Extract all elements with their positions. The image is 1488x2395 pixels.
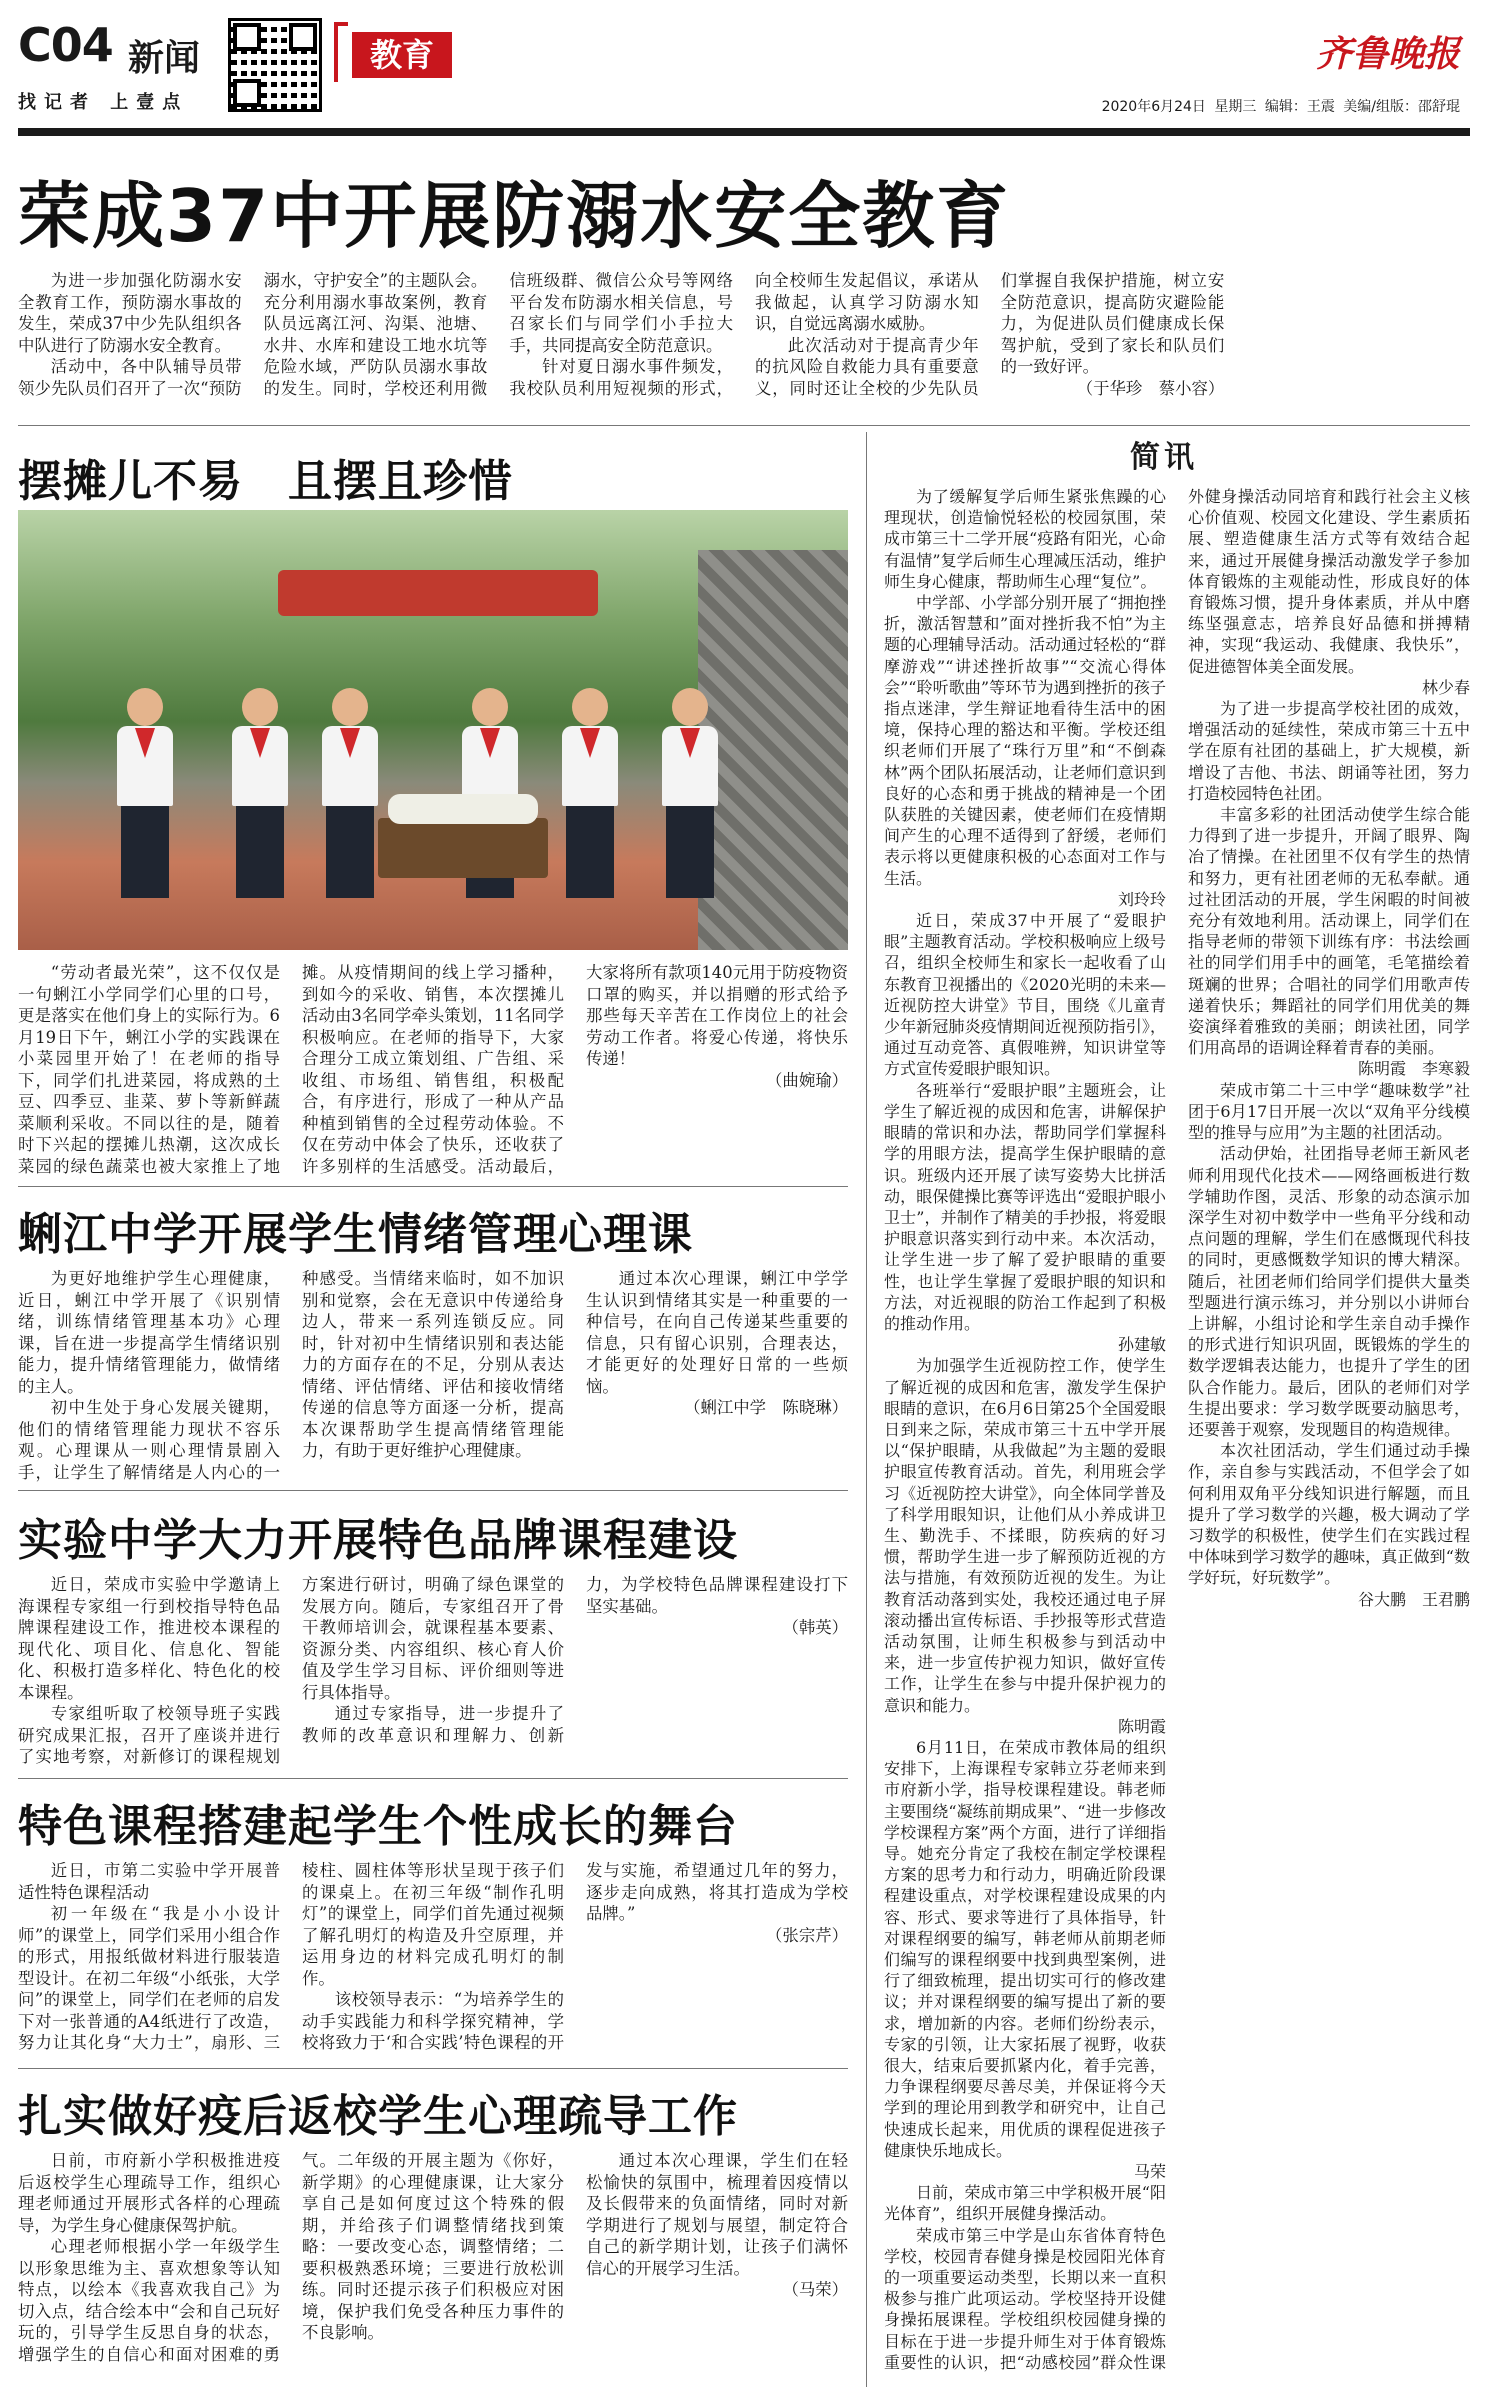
brief-5-p2: 荣成市第三中学是山东省体育特色学校，校园青春健身操是校园阳光体育的一项重要运动类型，长期以来一直积极参与推广此项运动。学校坚持开设健身操拓展课程。学校组织校园健身操的目标在于进一步提升师生对于体育锻炼重要性的认识，把“动感校园”群众性课外健身操活动同培育和践行社会主义核心价值观、校园文化建设、学生素质拓展、塑造健康生活方式等有效结合起来，通过开展健身操活动激发学子参加体育锻炼的主观能动性，形成良好的体育锻炼习惯，提升身体素质，并从中磨练坚强意志，培养良好品德和拼搏精神，实现“我运动、我健康、我快乐”，促进德智体美全面发展。 — [884, 487, 1470, 2372]
article-2-byline: （曲婉瑜） — [766, 1070, 848, 1090]
article-1-p3: 针对夏日溺水事件频发，我校队员利用短视频的形式，向全校师生发起倡议，承诺从我做起，认真学习防溺水知识，自觉远离溺水威胁。 — [509, 271, 979, 398]
brief-7-p3: 本次社团活动，学生们通过动手操作，亲自参与实践活动，不但学会了如何利用双角平分线知识进行解题，而且提升了学习数学的兴趣，极大调动了学习数学的积极性，使学生们在实践过程中体味到学习数学的趣味，真正做到“数学好玩，好玩数学”。 — [1188, 1441, 1470, 1588]
article-5-p2: 初一年级在“我是小小设计师”的课堂上，同学们采用小组合作的形式，用报纸做材料进行服装造型设计。在初二年级“小纸张，大学问”的课堂上，同学们在老师的启发下对一张普通的A4纸进行了改造，努力让其化身“大力士”，扇形、三棱柱、圆柱体等形状呈现于孩子们的课桌上。在初三年级“制作孔明灯”的课堂上，同学们首先通过视频了解孔明灯的构造及升空原理，并运用身边的材料完成孔明灯的制作。 — [18, 1861, 564, 2052]
article-1-byline: （于华珍 蔡小容） — [1076, 378, 1225, 398]
students-vegetable-stall-photo — [18, 510, 848, 950]
brief-5-byline: 林少春 — [1421, 677, 1470, 697]
news-briefs-body — [884, 486, 1470, 2386]
article-1-title: 荣成37中开展防溺水安全教育 — [18, 174, 1011, 258]
page-number: C04 — [18, 18, 113, 72]
article-4-title: 实验中学大力开展特色品牌课程建设 — [18, 1515, 738, 1566]
brief-6-p2: 丰富多彩的社团活动使学生综合能力得到了进一步提升，开阔了眼界、陶冶了情操。在社团里不仅有学生的热情和努力，更有社团老师的无私奉献。通过社团活动的开展，学生闲暇的时间被充分有效地利用。活动课上，同学们在指导老师的带领下训练有序：书法绘画社的同学们用手中的画笔，毛笔描绘着斑斓的世界；合唱社的同学们用歌声传递着快乐；舞蹈社的同学们用优美的舞姿演绎着雅致的美丽；朗读社团，同学们用高昂的语调诠释着青春的美丽。 — [1188, 805, 1470, 1058]
article-2-title: 摆摊儿不易 且摆且珍惜 — [18, 456, 513, 507]
article-5-body — [18, 1860, 848, 2060]
brief-4-byline: 马荣 — [1133, 2162, 1166, 2182]
article-5-p3: 该校领导表示：“为培养学生的动手实践能力和科学探究精神，学校将致力于‘和合实践’特色课程的开发与实施，希望通过几年的努力，逐步走向成熟，将其打造成为学校品牌。” — [302, 1861, 848, 2052]
brief-1-p2: 中学部、小学部分别开展了“拥抱挫折，激活智慧和”面对挫折我不怕”为主题的心理辅导活动。活动通过轻松的“群摩游戏”“讲述挫折故事”“交流心得体会”“聆听歌曲”等环节为遇到挫折的孩子指点迷津，学生辩证地看待生活中的困境，保持心理的豁达和平衡。学校还组织老师们开展了“珠行万里”和“不倒森林”两个团队拓展活动，让老师们意识到良好的心态和勇于挑战的精神是一个团队获胜的关键因素，使老师们在疫情期间产生的心理不适得到了舒缓，老师们表示将以更健康积极的心态面对工作与生活。 — [884, 593, 1166, 888]
section-tag — [334, 22, 464, 82]
article-6-title: 扎实做好疫后返校学生心理疏导工作 — [18, 2091, 738, 2142]
article-4-p1: 近日，荣成市实验中学邀请上海课程专家组一行到校指导特色品牌课程建设工作，推进校本课程的现代化、项目化、信息化、智能化、积极打造多样化、特色化的校本课程。 — [18, 1575, 280, 1702]
article-4-p3: 通过专家指导，进一步提升了教师的改革意识和理解力、创新力，为学校特色品牌课程建设打下坚实基础。 — [302, 1575, 848, 1745]
article-1-p2: 活动中，各中队辅导员带领少先队员们召开了一次“预防溺水，守护安全”的主题队会。充分利用溺水事故案例，教育队员远离江河、沟渠、池塘、水井、水库和建设工地水坑等危险水域，严防队员溺水事故的发生。同时，学校还利用微信班级群、微信公众号等网络平台发布防溺水相关信息，号召家长们与同学们小手拉大手，共同提高安全防范意识。 — [18, 271, 733, 398]
article-3-p1: 为更好地维护学生心理健康，近日，蜊江中学开展了《识别情绪，训练情绪管理基本功》心理课，旨在进一步提高学生情绪识别能力，提升情绪管理能力，做情绪的主人。 — [18, 1269, 280, 1396]
banner-sign — [278, 570, 598, 616]
article-5-byline: （张宗芹） — [766, 1925, 848, 1945]
article-3-p3: 通过本次心理课，蜊江中学学生认识到情绪其实是一种重要的一种信号，在向自己传递某些重要的信息，只有留心识别，合理表达，才能更好的处理好日常的一些烦恼。 — [586, 1269, 848, 1396]
article-4-byline: （韩英） — [782, 1618, 848, 1637]
article-1-p1: 为进一步加强化防溺水安全教育工作，预防溺水事故的发生，荣成37中少先队组织各中队进行了防溺水安全教育。 — [18, 271, 242, 355]
brief-7-p1: 荣成市第二十三中学“趣味数学”社团于6月17日开展一次以“双角平分线模型的推导与应用”为主题的社团活动。 — [1188, 1080, 1470, 1143]
article-3-body — [18, 1268, 848, 1484]
article-6-p1: 日前，市府新小学积极推进疫后返校学生心理疏导工作，组织心理老师通过开展形式各样的心理疏导，为学生身心健康保驾护航。 — [18, 2151, 280, 2235]
article-3-p2: 初中生处于身心发展关键期，他们的情绪管理能力现状不容乐观。心理课从一则心理情景剧入手，让学生了解情绪是人内心的一种感受。当情绪来临时，如不加识别和觉察，会在无意识中传递给身边人，带来一系列连锁反应。同时，针对初中生情绪识别和表达能力的方面存在的不足，分别从表达情绪、评估情绪、评估和接收情绪传递的信息等方面逐一分析，提高本次课帮助学生提高情绪管理能力，有助于更好维护心理健康。 — [18, 1269, 564, 1482]
article-1-body — [18, 270, 1470, 420]
brand-logo: 齐鲁晚报 — [1315, 33, 1460, 75]
divider — [18, 425, 1470, 426]
header-rule — [18, 128, 1470, 136]
vegetable-cart — [378, 818, 548, 878]
brief-3-byline: 陈明霞 — [1117, 1716, 1166, 1736]
article-2-body — [18, 962, 848, 1182]
news-briefs-title: 简讯 — [1130, 440, 1198, 475]
brief-2-p2: 各班举行“爱眼护眼”主题班会，让学生了解近视的成因和危害，讲解保护眼睛的常识和办法，帮助同学们掌握科学的用眼方法，提高学生保护眼睛的意识。班级内还开展了读写姿势大比拼活动，眼保健操比赛等评选出“爱眼护眼小卫士”，并制作了精美的手抄报，将爱眼护眼意识落实到行动中来。本次活动，让学生进一步了解了爱护眼睛的重要性，也让学生掌握了爱眼护眼的知识和方法，对近视眼的防治工作起到了积极的推动作用。 — [884, 1080, 1166, 1333]
brief-6-byline: 陈明霞 李寒毅 — [1357, 1059, 1470, 1079]
article-6-p2: 心理老师根据小学一年级学生以形象思维为主、喜欢想象等认知特点，以绘本《我喜欢我自己》为切入点，结合绘本中“会和自己玩好玩的，引导学生反思自身的状态，增强学生的自信心和面对困难的勇气。二年级的开展主题为《你好，新学期》的心理健康课，让大家分享自己是如何度过这个特殊的假期，并给孩子们调整情绪找到策略：一要改变心态，调整情绪；二要积极熟悉环境；三要进行放松训练。同时还提示孩子们积极应对困境，保护我们免受各种压力事件的不良影响。 — [18, 2151, 564, 2364]
article-3-title: 蜊江中学开展学生情绪管理心理课 — [18, 1209, 693, 1260]
masthead — [18, 8, 1470, 128]
column-divider — [866, 432, 867, 2387]
dateline: 2020年6月24日 星期三 编辑：王震 美编/组版：邵舒琨 — [1101, 99, 1460, 115]
reporter-slogan: 找记者 上壹点 — [18, 92, 189, 113]
article-5-title: 特色课程搭建起学生个性成长的舞台 — [18, 1801, 738, 1852]
article-6-body — [18, 2150, 848, 2386]
article-5-p1: 近日，市第二实验中学开展普适性特色课程活动 — [18, 1861, 280, 1902]
article-2-p1: “劳动者最光荣”，这不仅仅是一句蜊江小学同学们心里的口号，更是落实在他们身上的实际行为。6月19日下午，蜊江小学的实践课在小菜园里开始了！在老师的指导下，同学们扎进菜园，将成熟的土豆、四季豆、韭菜、萝卜等新鲜蔬菜顺利采收。不同以往的是，随着时下兴起的摆摊儿热潮，这次成长菜园的绿色蔬菜也被大家推上了地摊。从疫情期间的线上学习播种，到如今的采收、销售，本次摆摊儿活动由3名同学牵头策划，11名同学积极响应。在老师的指导下，大家合理分工成立策划组、广告组、采收组、市场组、销售组，积极配合，有序进行，形成了一种从产品种植到销售的全过程劳动体验。不仅在劳动中体会了快乐，还收获了许多别样的生活感受。活动最后，大家将所有款项140元用于防疫物资口罩的购买，并以捐赠的形式给予那些每天辛苦在工作岗位上的社会劳动工作者。将爱心传递，将快乐传递！ — [18, 963, 848, 1176]
brief-6-p1: 为了进一步提高学校社团的成效，增强活动的延续性，荣成市第三十五中学在原有社团的基础上，扩大规模，新增设了吉他、书法、朗诵等社团，努力打造校园特色社团。 — [1188, 699, 1470, 803]
brief-1-p1: 为了缓解复学后师生紧张焦躁的心理现状，创造愉悦轻松的校园氛围，荣成市第三十二学开展“疫路有阳光，心命有温情”复学后师生心理减压活动，维护师生身心健康，帮助师生心理“复位”。 — [884, 487, 1166, 591]
brief-7-byline: 谷大鹏 王君鹏 — [1357, 1589, 1470, 1609]
page-name: 新闻 — [128, 38, 201, 79]
brief-7-p2: 活动伊始，社团指导老师王新风老师利用现代化技术——网络画板进行数学辅助作图，灵活、形象的动态演示加深学生对初中数学中一些角平分线和动点问题的理解，学生们在感慨现代科技的同时，更感慨数学知识的博大精深。随后，社团老师们给同学们提供大量类型题进行演示练习，并分别以小讲师台上讲解，小组讨论和学生亲自动手操作的形式进行知识巩固，既锻炼的学生的数学逻辑表达能力，也提升了学生的团队合作能力。最后，团队的老师们对学生提出要求：学习数学既要动脑思考，还要善于观察，发现题目的构造规律。 — [1188, 1144, 1470, 1439]
brief-2-byline: 孙建敏 — [1117, 1335, 1166, 1355]
article-6-p3: 通过本次心理课，学生们在轻松愉快的氛围中，梳理着因疫情以及长假带来的负面情绪，同时对新学期进行了规划与展望，制定符合自己的新学期计划，让孩子们满怀信心的开展学习生活。 — [586, 2151, 848, 2278]
brief-2-p1: 近日，荣成37中开展了“爱眼护眼”主题教育活动。学校积极响应上级号召，组织全校师生和家长一起收看了山东教育卫视播出的《2020光明的未来—近视防控大讲堂》节目，围绕《儿童青少年新冠肺炎疫情期间近视预防指引》，通过互动竞答、真假唯辨，知识讲堂等方式宣传爱眼护眼知识。 — [884, 911, 1166, 1079]
qr-code-icon — [228, 18, 322, 112]
brief-4-p1: 6月11日，在荣成市教体局的组织安排下，上海课程专家韩立芬老师来到市府新小学，指导校课程建设。韩老师主要围绕“凝练前期成果”、“进一步修改学校课程方案”两个方面，进行了详细指导。她充分肯定了我校在制定学校课程方案的思考力和行动力，明确近阶段课程建设重点，对学校课程建设成果的内容、形式、要求等进行了具体指导，针对课程纲要的编写，韩老师从前期老师们编写的课程纲要中找到典型案例，进行了细致梳理，提出切实可行的修改建议；并对课程纲要的编写提出了新的要求，增加新的内容。老师们纷纷表示，专家的引领，让大家拓展了视野，收获很大，结束后要抓紧内化，着手完善，力争课程纲要尽善尽美，并保证将今天学到的理论用到教学和研究中，让自己快速成长起来，用优质的课程促进孩子健康快乐地成长。 — [884, 1737, 1166, 2160]
article-3-byline: （蜊江中学 陈晓琳） — [684, 1398, 848, 1417]
article-4-p2: 专家组听取了校领导班子实践研究成果汇报，召开了座谈并进行了实地考察，对新修订的课程规划方案进行研讨，明确了绿色课堂的发展方向。随后，专家组召开了骨干教师培训会，就课程基本要素、资源分类、内容组织、核心育人价值及学生学习目标、评价细则等进行具体指导。 — [18, 1575, 564, 1766]
section-label: 教育 — [352, 32, 452, 78]
brief-5-p1: 日前，荣成市第三中学积极开展“阳光体育”，组织开展健身操活动。 — [884, 2183, 1166, 2224]
article-6-byline: （马荣） — [782, 2280, 848, 2299]
brief-1-byline: 刘玲玲 — [1117, 889, 1166, 909]
brief-3-p1: 为加强学生近视防控工作，使学生了解近视的成因和危害，激发学生保护眼睛的意识，在6月6日第25个全国爱眼日到来之际，荣成市第三十五中学开展以“保护眼睛，从我做起”为主题的爱眼护眼宣传教育活动。首先，利用班会学习《近视防控大讲堂》，向全体同学普及了科学用眼知识，让他们从小养成讲卫生、勤洗手、不揉眼，防疾病的好习惯，帮助学生进一步了解预防近视的方法与措施，有效预防近视的发生。为让教育活动落到实处，我校还通过电子屏滚动播出宣传标语、手抄报等形式营造活动氛围，让师生积极参与到活动中来，进一步宣传护视力知识，做好宣传工作，让学生在参与中提升保护视力的意识和能力。 — [884, 1356, 1166, 1715]
article-4-body — [18, 1574, 848, 1774]
article-1-p4: 此次活动对于提高青少年的抗风险自救能力具有重要意义，同时还让全校的少先队员们掌握自我保护措施，树立安全防范意识，提高防灾避险能力，为促进队员们健康成长保驾护航，受到了家长和队员们的一致好评。 — [754, 271, 1225, 398]
